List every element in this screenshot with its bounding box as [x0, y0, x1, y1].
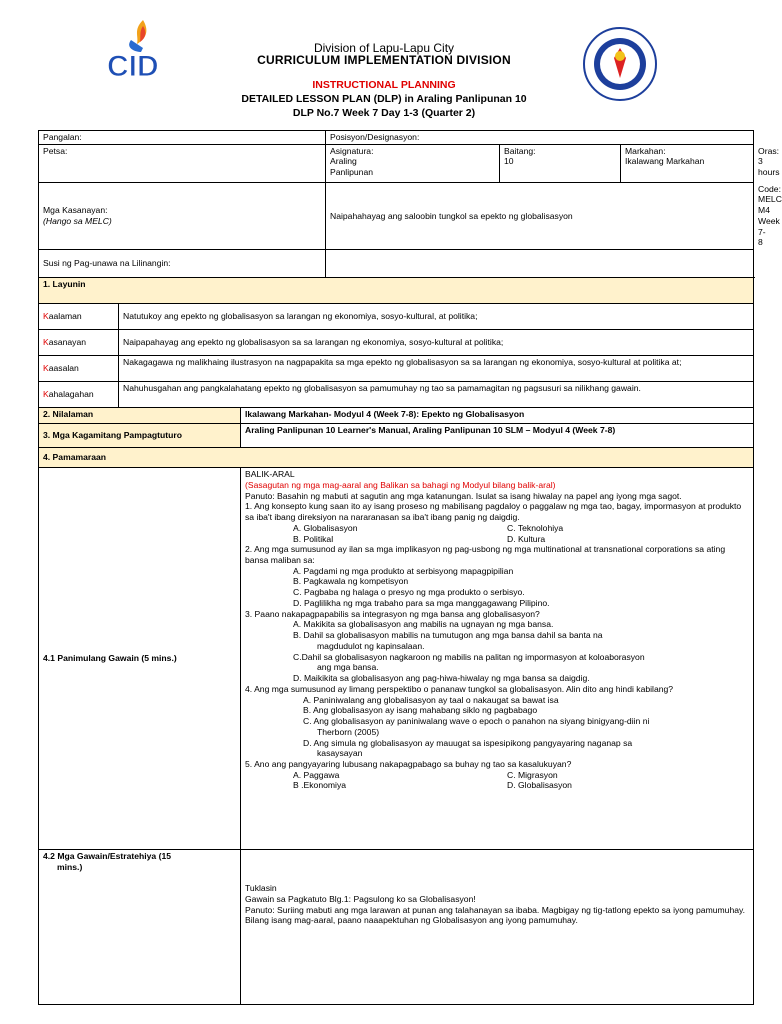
susi-value [326, 250, 754, 278]
svg-text:CID: CID [107, 50, 159, 83]
kaasalan-text: Nakagagawa ng malikhaing ilustrasyon na nagpapakita sa mga epekto ng globalisasyon sa sa larangan ng ekonomiya, sosyo-kultural at politika at; [119, 356, 754, 382]
markahan-cell: Markahan: Ikalawang Markahan [621, 144, 754, 182]
kagamitan-label: 3. Mga Kagamitang Pampagtuturo [39, 424, 241, 448]
lesson-plan-table: Pangalan: Posisyon/Designasyon: Petsa: Asignatura: Araling Panlipunan Baitang: 10 Markahan: Ikalawang Markahan Oras: 3 hours Mga Kasanayan: (Hango sa MELC) Naipahahayag ang saloobin tungkol sa epekto ng globalisasyon Code: MELC M4 Week 7-8 Susi ng Pag-unawa na Lilinangin: 1. Layunin Kaalaman Natutukoy ang epekto ng globalisasyon sa larangan ng ekonomiya, sosyo-kultural, at politika; Kasanayan Naipapahayag ang epekto ng globalisasyon sa sa larangan ng ekonomiya, sosyo-kultural at politika; Kaasalan Nakagagawa ng malikhaing ilustrasyon na nagpapakita sa mga epekto ng globalisasyon sa sa larangan ng ekonomiya, sosyo-kultural at politika at; Kahalagahan Nahuhusgahan ang pangkalahatang epekto ng globalisasyon sa pamumuhay ng tao sa pamamagitan ng pagsusuri sa nilikhang gawain. 2. Nilalaman Ikalawang Markahan- Modyul 4 (Week 7-8): Epekto ng Globalisasyon 3. Mga Kagamitang Pampagtuturo Araling Panlipunan 10 Learner's Manual, Araling Panlipunan 10 SLM – Modyul 4 (Week 7-8) 4. Pamamaraan 4.1 Panimulang Gawain (5 mins.) BALIK-ARAL (Sasagutan ng mga mag-aaral ang Balikan sa bahagi ng Modyul bilang balik-aral) Panuto: Basahin ng mabuti at sagutin ang mga katanungan. Isulat sa isang hiwalay na papel ang iyong mga sagot. 1. Ang konsepto kung saan ito ay isang proseso ng mabilisang pagdaloy o paggalaw ng mga tao, bagay, impormasyon at produkto sa iba't ibang direksiyon na nararanasan sa iba't ibang panig ng daigdig. A. Globalisasyon C. Teknolohiya B. Politikal D. Kultura 2. Ang mga sumusunod ay ilan sa mga implikasyon ng pag-usbong ng mga multinational at transnational corporations sa ating bansa maliban sa: A. Pagdami ng mga produkto at serbisyong mapagpipilian B. Pagkawala ng kompetisyon C. Pagbaba ng halaga o presyo ng mga produkto o serbisyo. D. Paglilikha ng mga trabaho para sa mga manggagawang Pilipino. 3. Paano nakapagpapabilis sa integrasyon ng mga bansa ang globalisasyon? A. Makikita sa globalisasyon ang mabilis na ugnayan ng mga bansa. B. Dahil sa globalisasyon mabilis na tumutugon ang mga bansa dahil sa banta na magdudulot ng kapinsalaan. C.Dahil sa globalisasyon nagkaroon ng mabilis na palitan ng impormasyon at koloaborasyon ang mga bansa. D. Maikikita sa globalisasyon ang pag-hiwa-hiwalay ng mga bansa sa daigdig. 4. Ang mga sumusunod ay limang perspektibo o pananaw tungkol sa globalisasyon. Alin dito ang hindi kabilang? A. Paniniwalang ang globalisasyon ay taal o nakaugat sa bawat isa B. Ang globalisasyon ay isang mahabang siklo ng pagbabago C. Ang globalisasyon ay paniniwalang wave o epoch o panahon na siyang binigyang-diin ni Therborn (2005) D. Ang simula ng globalisasyon ay mauugat sa ispesipikong pangyayaring naganap sa kasaysayan 5. Ano ang pangyayaring lubusang nakapagpabago sa buhay ng tao sa kasalukuyan? A. Paggawa C. Migrasyon B .Ekonomiya D. Globalisasyon 4.2 Mga Gawain/Estratehiya (15 mins.) Tuklasin Gawain sa Pagkatuto Blg.1: Pagsulong ko sa Globalisasyon! Panuto: Suriing mabuti ang mga larawan at punan ang talahanayan sa ibaba. Magbigay ng tig-tatlong epekto sa iyong pamumuhay. Bilang isang mag-aaral, paano naaapektuhan ng Globalisasyon ang iyong pamumuhay. [38, 130, 754, 1005]
kasanayan-value: Naipahahayag ang saloobin tungkol sa epekto ng globalisasyon [326, 182, 754, 249]
panimula-label: 4.1 Panimulang Gawain (5 mins.) [39, 468, 241, 850]
pamamaraan-heading: 4. Pamamaraan [39, 448, 754, 468]
kaalaman-text: Natutukoy ang epekto ng globalisasyon sa larangan ng ekonomiya, sosyo-kultural, at politika; [119, 304, 754, 330]
posisyon-label: Posisyon/Designasyon: [326, 131, 754, 145]
kasanayan-label-cell: Mga Kasanayan: (Hango sa MELC) [39, 182, 326, 249]
division-name: Division of Lapu-Lapu City [313, 41, 455, 55]
instructional-planning: INSTRUCTIONAL PLANNING [312, 79, 456, 91]
kasanayan-obj-label: Kasanayan [39, 330, 119, 356]
kahalagahan-label: Kahalagahan [39, 382, 119, 408]
gawain-content: Tuklasin Gawain sa Pagkatuto Blg.1: Pagsulong ko sa Globalisasyon! Panuto: Suriing mabuti ang mga larawan at punan ang talahanayan sa ibaba. Magbigay ng tig-tatlong epekto sa iyong pamumuhay. Bilang isang mag-aaral, paano naaapektuhan ng Globalisasyon ang iyong pamumuhay. [241, 850, 754, 1005]
pangalan-label: Pangalan: [39, 131, 326, 145]
kaasalan-label: Kaasalan [39, 356, 119, 382]
kaalaman-label: Kaalaman [39, 304, 119, 330]
deped-seal [582, 26, 658, 102]
kahalagahan-text: Nahuhusgahan ang pangkalahatang epekto ng globalisasyon sa pamumuhay ng tao sa pamamagitan ng pagsusuri sa nilikhang gawain. [119, 382, 754, 408]
baitang-cell: Baitang: 10 [500, 144, 621, 182]
gawain-label: 4.2 Mga Gawain/Estratehiya (15 mins.) [39, 850, 241, 1005]
asignatura-cell: Asignatura: Araling Panlipunan [326, 144, 500, 182]
cid-title: CURRICULUM IMPLEMENTATION DIVISION [257, 53, 511, 67]
dlp-number: DLP No.7 Week 7 Day 1-3 (Quarter 2) [292, 107, 476, 119]
dlp-title: DETAILED LESSON PLAN (DLP) in Araling Panlipunan 10 [241, 93, 527, 105]
nilalaman-label: 2. Nilalaman [39, 408, 241, 424]
kasanayan-obj-text: Naipapahayag ang epekto ng globalisasyon sa sa larangan ng ekonomiya, sosyo-kultural at politika; [119, 330, 754, 356]
panimula-content: BALIK-ARAL (Sasagutan ng mga mag-aaral ang Balikan sa bahagi ng Modyul bilang balik-aral) Panuto: Basahin ng mabuti at sagutin ang mga katanungan. Isulat sa isang hiwalay na papel ang iyong mga sagot. 1. Ang konsepto kung saan ito ay isang proseso ng mabilisang pagdaloy o paggalaw ng mga tao, bagay, impormasyon at produkto sa iba't ibang direksiyon na nararanasan sa iba't ibang panig ng daigdig. A. Globalisasyon C. Teknolohiya B. Politikal D. Kultura 2. Ang mga sumusunod ay ilan sa mga implikasyon ng pag-usbong ng mga multinational at transnational corporations sa ating bansa maliban sa: A. Pagdami ng mga produkto at serbisyong mapagpipilian B. Pagkawala ng kompetisyon C. Pagbaba ng halaga o presyo ng mga produkto o serbisyo. D. Paglilikha ng mga trabaho para sa mga manggagawang Pilipino. 3. Paano nakapagpapabilis sa integrasyon ng mga bansa ang globalisasyon? A. Makikita sa globalisasyon ang mabilis na ugnayan ng mga bansa. B. Dahil sa globalisasyon mabilis na tumutugon ang mga bansa dahil sa banta na magdudulot ng kapinsalaan. C.Dahil sa globalisasyon nagkaroon ng mabilis na palitan ng impormasyon at koloaborasyon ang mga bansa. D. Maikikita sa globalisasyon ang pag-hiwa-hiwalay ng mga bansa sa daigdig. 4. Ang mga sumusunod ay limang perspektibo o pananaw tungkol sa globalisasyon. Alin dito ang hindi kabilang? A. Paniniwalang ang globalisasyon ay taal o nakaugat sa bawat isa B. Ang globalisasyon ay isang mahabang siklo ng pagbabago C. Ang globalisasyon ay paniniwalang wave o epoch o panahon na siyang binigyang-diin ni Therborn (2005) D. Ang simula ng globalisasyon ay mauugat sa ispesipikong pangyayaring naganap sa kasaysayan 5. Ano ang pangyayaring lubusang nakapagpabago sa buhay ng tao sa kasalukuyan? A. Paggawa C. Migrasyon B .Ekonomiya D. Globalisasyon [241, 468, 754, 850]
susi-label: Susi ng Pag-unawa na Lilinangin: [39, 250, 326, 278]
nilalaman-value: Ikalawang Markahan- Modyul 4 (Week 7-8): Epekto ng Globalisasyon [241, 408, 754, 424]
kagamitan-value: Araling Panlipunan 10 Learner's Manual, Araling Panlipunan 10 SLM – Modyul 4 (Week 7-8) [241, 424, 754, 448]
petsa-label: Petsa: [39, 144, 326, 182]
layunin-heading: 1. Layunin [39, 278, 754, 304]
